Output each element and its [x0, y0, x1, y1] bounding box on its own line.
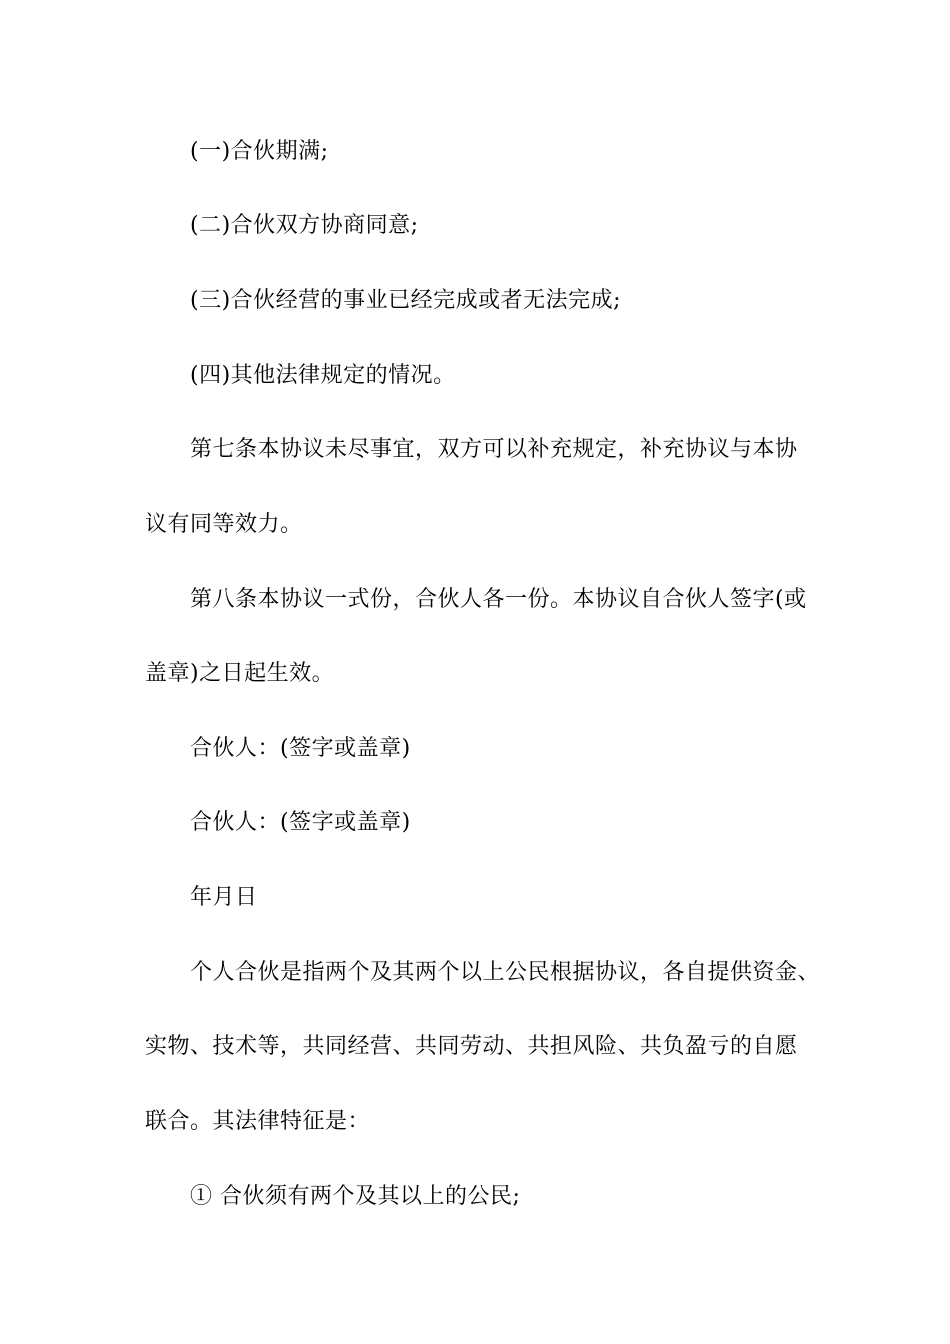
article-8-line-1: 第八条本协议一式份，合伙人各一份。本协议自合伙人签字(或	[190, 587, 807, 612]
clause-item-1: (一)合伙期满;	[190, 139, 329, 164]
article-8-line-2: 盖章)之日起生效。	[145, 661, 335, 686]
article-7-line-2: 议有同等效力。	[145, 512, 303, 537]
definition-line-2: 实物、技术等，共同经营、共同劳动、共担风险、共负盈亏的自愿	[145, 1034, 798, 1059]
partner-signature-1: 合伙人：(签字或盖章)	[190, 736, 411, 761]
clause-item-2: (二)合伙双方协商同意;	[190, 213, 419, 238]
date-line: 年月日	[190, 885, 258, 910]
definition-line-3: 联合。其法律特征是：	[145, 1109, 371, 1134]
definition-line-1: 个人合伙是指两个及其两个以上公民根据协议，各自提供资金、	[190, 960, 821, 985]
clause-item-4: (四)其他法律规定的情况。	[190, 363, 456, 388]
partner-signature-2: 合伙人：(签字或盖章)	[190, 810, 411, 835]
feature-item-1: ① 合伙须有两个及其以上的公民;	[190, 1184, 521, 1209]
article-7-line-1: 第七条本协议未尽事宜，双方可以补充规定，补充协议与本协	[190, 437, 798, 462]
clause-item-3: (三)合伙经营的事业已经完成或者无法完成;	[190, 288, 622, 313]
